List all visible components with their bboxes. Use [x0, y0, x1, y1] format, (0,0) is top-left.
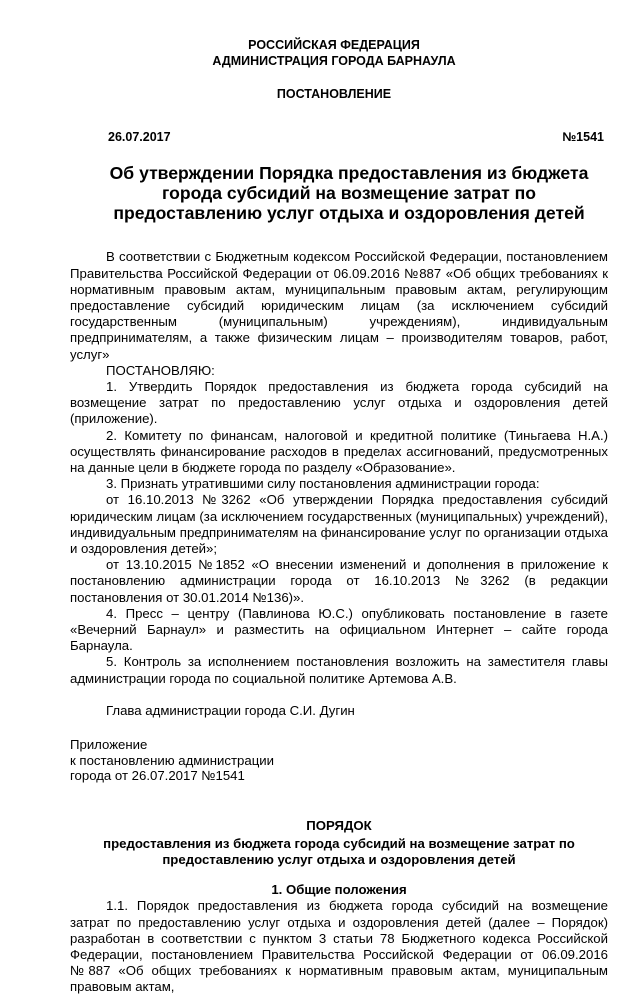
document-number: №1541: [562, 130, 604, 145]
item-3-b: от 13.10.2015 №1852 «О внесении изменений и дополнения в приложение к постановлению администрации города от 16.10.2013 №3262 (в редакции постановления от 30.01.2014 №136)».: [70, 557, 608, 605]
item-1: 1. Утвердить Порядок предоставления из бюджета города субсидий на возмещение затрат по предоставлению услуг отдыха и оздоровления детей (приложение).: [70, 379, 608, 427]
date-number-line: [70, 129, 608, 145]
intro-paragraph: В соответствии с Бюджетным кодексом Российской Федерации, постановлением Правительства Российской Федерации от 06.09.2016 №887 «Об общих требованиях к нормативным правовым актам, муниципальным правовым актам, регулирующим предоставление субсидий юридическим лицам (за исключением субсидий государственным (муниципальным) учреждениям), индивидуальным предпринимателям, а также физическим лицам – производителям товаров, работ, услуг»: [70, 249, 608, 362]
appendix-block: [70, 737, 608, 784]
header-country: РОССИЙСКАЯ ФЕДЕРАЦИЯ: [248, 38, 420, 52]
item-4: 4. Пресс – центру (Павлинова Ю.С.) опубликовать постановление в газете «Вечерний Барнаул» и разместить на официальном Интернет – сайте города Барнаула.: [70, 605, 608, 654]
document-body: [70, 249, 608, 719]
poryadok-subtitle: предоставления из бюджета города субсидий на возмещение затрат по предоставлению услуг отдыха и оздоровления детей: [103, 835, 575, 867]
appendix-line-1: Приложение: [70, 737, 148, 753]
signature-line: Глава администрации города С.И. Дугин: [106, 702, 355, 718]
document-title: Об утверждении Порядка предоставления из бюджета города субсидий на возмещение затрат по предоставлению услуг отдыха и оздоровления детей: [109, 163, 589, 224]
item-3: 3. Признать утратившими силу постановления администрации города:: [106, 476, 540, 492]
appendix-line-3: города от 26.07.2017 №1541: [70, 768, 245, 784]
paragraph-1-1: 1.1. Порядок предоставления из бюджета города субсидий на возмещение затрат по предоставлению услуг отдыха и оздоровления детей (далее – Порядок) разработан в соответствии с пунктом 3 статьи 78 Бюджетного кодекса Российской Федерации, постановлением Правительства Российской Федерации от 06.09.2016 №887 «Об общих требованиях к нормативным правовым актам, муниципальным правовым актам,: [70, 898, 608, 995]
document-type: ПОСТАНОВЛЕНИЕ: [276, 87, 392, 101]
item-5: 5. Контроль за исполнением постановления возложить на заместителя главы администрации города по социальной политике Артемова А.В.: [70, 654, 608, 686]
poryadok-heading: ПОРЯДОК: [306, 817, 372, 833]
document-date: 26.07.2017: [108, 130, 171, 145]
item-2: 2. Комитету по финансам, налоговой и кредитной политике (Тиньгаева Н.А.) осуществлять финансирование расходов в пределах ассигнований, предусмотренных на данные цели в бюджете города по разделу «Образование».: [70, 427, 608, 476]
item-3-a: от 16.10.2013 №3262 «Об утверждении Порядка предоставления субсидий юридическим лицам (за исключением государственных (муниципальных) учреждений), индивидуальным предпринимателям на финансирование услуг по организации отдыха и оздоровления детей»;: [70, 492, 608, 557]
postanovlyayu: ПОСТАНОВЛЯЮ:: [106, 362, 215, 378]
section-1-heading: 1. Общие положения: [271, 882, 407, 898]
header-administration: АДМИНИСТРАЦИЯ ГОРОДА БАРНАУЛА: [212, 53, 456, 68]
appendix-line-2: к постановлению администрации: [70, 752, 274, 768]
